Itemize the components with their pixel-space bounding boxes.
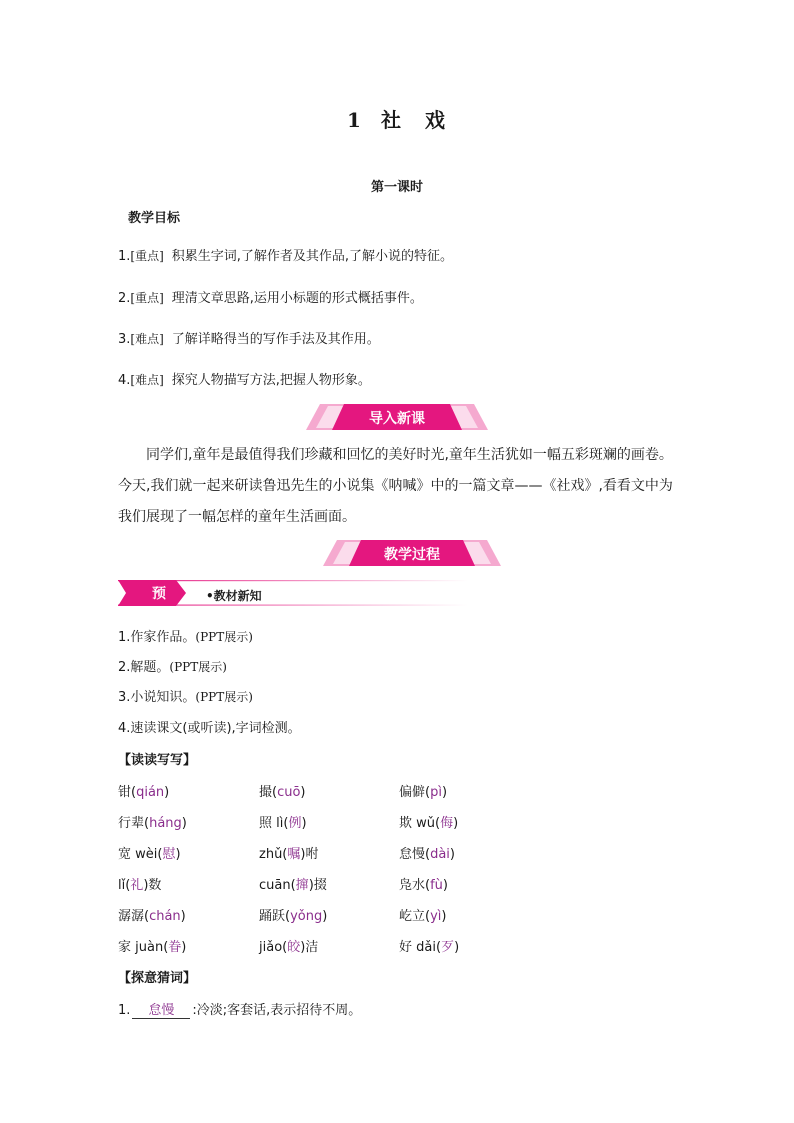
preview-tab-shape: [118, 580, 468, 606]
preview-tab-label: 预: [152, 586, 166, 602]
step-item: 1.作家作品。(PPT展示): [118, 630, 253, 645]
vocab-item: 偏僻(pì): [399, 785, 448, 800]
vocab-item: 潺潺(chán): [118, 909, 186, 924]
intro-paragraph: 同学们,童年是最值得我们珍藏和回忆的美好时光,童年生活犹如一幅五彩斑斓的画卷。今天,我们就一起来研读鲁迅先生的小说集《呐喊》中的一篇文章——《社戏》,看看文中为我们展现了一幅怎样的童年生活画面。: [118, 447, 673, 525]
lesson-name: 社 戏: [380, 108, 447, 132]
objective-item: 2.[重点] 理清文章思路,运用小标题的形式概括事件。: [118, 291, 423, 306]
lesson-number: 1: [347, 108, 363, 132]
vocab-item: 家 juàn(眷): [118, 940, 187, 955]
step-item: 3.小说知识。(PPT展示): [118, 690, 253, 705]
vocab-item: 好 dǎi(歹): [399, 940, 460, 955]
lesson-period: 第一课时: [370, 180, 423, 195]
preview-subheading: •教材新知: [206, 589, 262, 603]
step-item: 4.速读课文(或听读),字词检测。: [118, 721, 301, 736]
intro-banner: [306, 404, 488, 430]
vocab-item: 照 lì(例): [259, 816, 307, 831]
vocab-item: jiǎo(皎)洁: [259, 940, 319, 955]
objectives-heading: 教学目标: [128, 211, 181, 226]
vocab-item: 凫水(fù): [399, 878, 448, 893]
process-banner: [323, 540, 501, 566]
preview-section-header: [118, 580, 468, 606]
vocab-item: lǐ(礼)数: [118, 878, 162, 893]
process-banner-label: 教学过程: [384, 547, 440, 563]
objective-item: 1.[重点] 积累生字词,了解作者及其作品,了解小说的特征。: [118, 249, 454, 264]
objective-item: 3.[难点] 了解详略得当的写作手法及其作用。: [118, 332, 380, 347]
vocab-item: 撮(cuō): [259, 785, 306, 800]
vocab-item: 欺 wǔ(侮): [399, 816, 459, 831]
vocab-item: 踊跃(yǒng): [259, 909, 328, 924]
guess-heading: 【探意猜词】: [118, 971, 197, 986]
vocab-item: 宽 wèi(慰): [118, 847, 181, 862]
step-item: 2.解题。(PPT展示): [118, 660, 227, 675]
lesson-title: [0, 104, 794, 133]
vocab-item: zhǔ(嘱)咐: [259, 847, 319, 862]
intro-banner-label: 导入新课: [369, 411, 425, 427]
guess-item: 1. 怠慢 :冷淡;客套话,表示招待不周。: [118, 999, 361, 1019]
objective-item: 4.[难点] 探究人物描写方法,把握人物形象。: [118, 373, 371, 388]
reading-heading: 【读读写写】: [118, 753, 197, 768]
vocab-item: 屹立(yì): [399, 909, 447, 924]
vocab-item: 行辈(háng): [118, 816, 187, 831]
vocab-item: cuān(撺)掇: [259, 878, 327, 893]
vocab-item: 怠慢(dài): [399, 847, 455, 862]
answer-blank: 怠慢: [132, 999, 190, 1019]
vocab-item: 钳(qián): [118, 785, 170, 800]
